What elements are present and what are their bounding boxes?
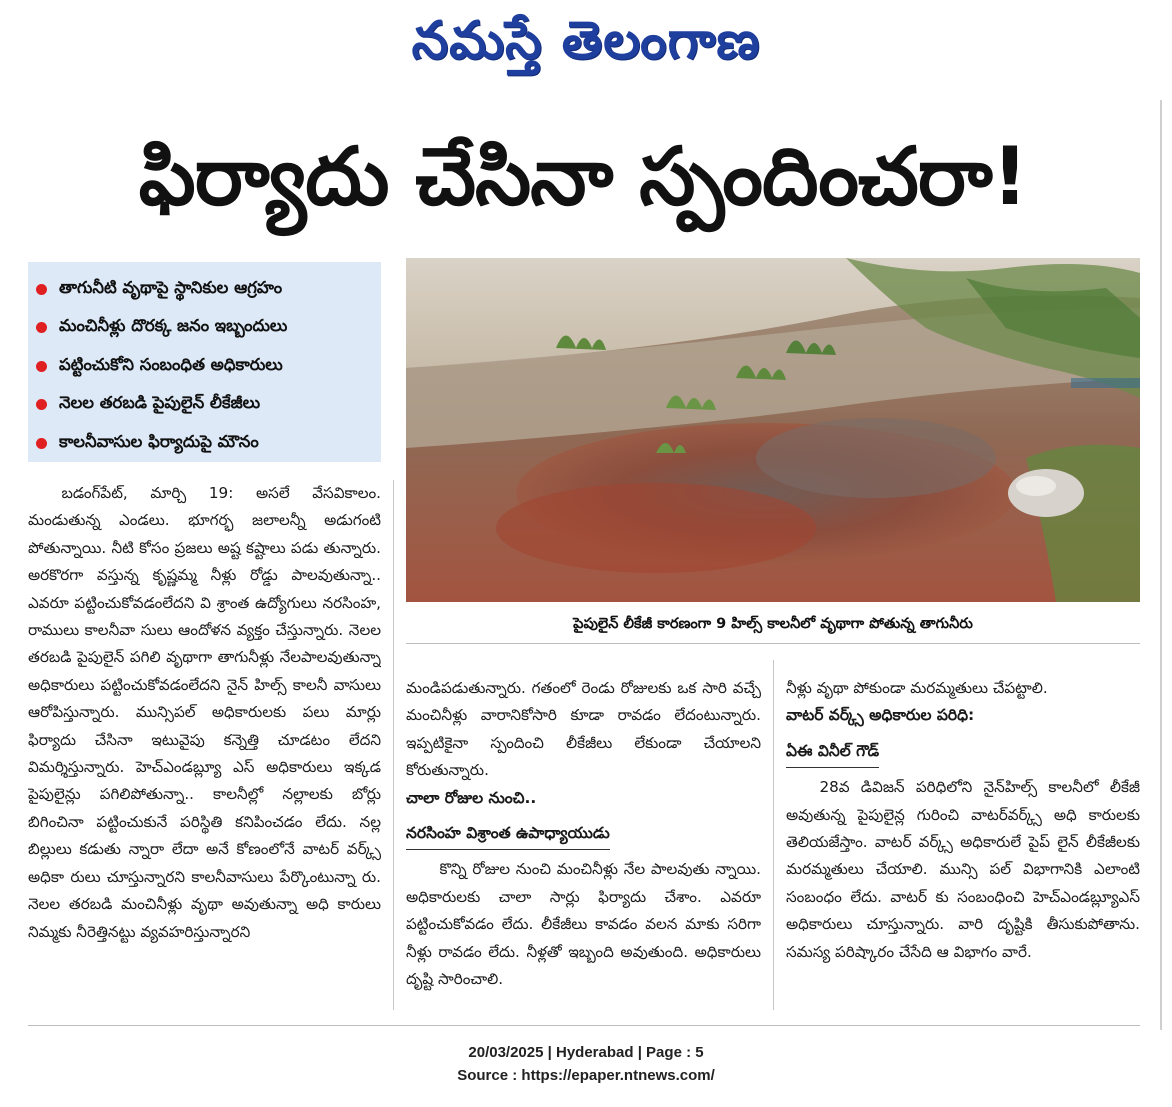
highlights-box: [28, 262, 381, 462]
bullet-dot-icon: [36, 361, 47, 372]
article-column-3: [786, 675, 1140, 1010]
bullet-dot-icon: [36, 399, 47, 410]
bullet-dot-icon: [36, 438, 47, 449]
source-link[interactable]: Source : https://epaper.ntnews.com/: [457, 1067, 715, 1084]
article-body-text: మండిపడుతున్నారు. గతంలో రెండు రోజులకు ఒక సారి వచ్చే మంచినీళ్లు వారానికోసారి కూడా రావడం లేదంటున్నారు. ఇప్పటికైనా స్పందించి లీకేజీలు లేకుండా చేయాలని కోరుతున్నారు.: [406, 679, 761, 780]
column-divider: [393, 480, 394, 1010]
highlight-item: [36, 270, 381, 309]
masthead: [0, 6, 1172, 78]
highlight-item: [36, 309, 381, 348]
page-edge-rule: [1160, 100, 1162, 1030]
section-subhead: వాటర్ వర్క్స్ అధికారుల పరిధి:: [786, 706, 975, 725]
highlight-text: తాగునీటి వృథాపై స్థానికుల ఆగ్రహం: [59, 277, 283, 297]
edition-info: 20/03/2025 | Hyderabad | Page : 5: [468, 1044, 704, 1061]
highlight-item: [36, 386, 381, 425]
highlight-text: పట్టించుకోని సంబంధిత అధికారులు: [59, 354, 283, 374]
quote-byline: ఏఈ వినీల్ గౌడ్: [786, 738, 879, 768]
caption-divider: [406, 643, 1140, 644]
highlight-text: మంచినీళ్లు దొరక్క జనం ఇబ్బందులు: [59, 316, 288, 336]
article-body-text: నీళ్లు వృథా పోకుండా మరమ్మతులు చేపట్టాలి.: [786, 679, 1048, 697]
headline: ఫిర్యాదు చేసినా స్పందించరా!: [138, 130, 1028, 223]
bullet-dot-icon: [36, 284, 47, 295]
leakage-photo-illustration: [406, 258, 1140, 602]
newspaper-logo: నమస్తే తెలంగాణ: [411, 11, 761, 71]
highlight-text: నెలల తరబడి పైపులైన్ లీకేజీలు: [59, 393, 261, 413]
quote-byline: నరసింహ విశ్రాంత ఉపాధ్యాయుడు: [406, 820, 610, 850]
quote-text: కొన్ని రోజుల నుంచి మంచినీళ్లు నేల పాలవుతు న్నాయి. అధికారులకు చాలా సార్లు ఫిర్యాదు చేశాం. ఎవరూ పట్టించుకోవడం లేదు. లీకేజీలు కావడం వలన మాకు సరిగా నీళ్లు రావడం లేదు. నీళ్లతో ఇబ్బంది అవుతుంది. అధికారులు దృష్టి సారించాలి.: [406, 860, 761, 989]
article-column-2: [406, 675, 761, 1010]
footer-divider: [28, 1025, 1140, 1026]
highlight-text: కాలనీవాసుల ఫిర్యాదుపై మౌనం: [59, 431, 259, 451]
highlight-item: [36, 347, 381, 386]
leakage-photo: [406, 258, 1140, 602]
photo-caption: పైపులైన్ లీకేజీ కారణంగా 9 హిల్స్ కాలనీలో వృథాగా పోతున్న తాగునీరు: [573, 616, 973, 632]
column-divider: [773, 660, 774, 1010]
bullet-dot-icon: [36, 322, 47, 333]
section-subhead: చాలా రోజుల నుంచి..: [406, 788, 537, 807]
article-column-1: [28, 480, 381, 1010]
article-body-text: బడంగ్‌పేట్, మార్చి 19: అసలే వేసవికాలం. మండుతున్న ఎండలు. భూగర్భ జలాలన్నీ అడుగంటి పోతున్నాయి. నీటి కోసం ప్రజలు అష్ట కష్టాలు పడు తున్నారు. అరకొరగా వస్తున్న కృష్ణమ్మ నీళ్లు రోడ్డు పాలవుతున్నా.. ఎవరూ పట్టించుకోవడంలేదని వి శ్రాంత ఉద్యోగులు నరసింహ, రాములు కాలనీవా సులు ఆందోళన వ్యక్తం చేస్తున్నారు. నెలల తరబడి పైపులైన్ పగిలి వృథాగా తాగునీళ్లు నేలపాలవుతున్నా అధికారులు పట్టించుకోవడంలేదని నైన్ హిల్స్ కాలనీ వాసులు ఆరోపిస్తున్నారు. మున్సిపల్ అధికారులకు పలు మార్లు ఫిర్యాదు చేసినా ఇటువైపు కన్నెత్తి చూడటం లేదని విమర్శిస్తున్నారు. హెచ్‌ఎండబ్ల్యూ ఎస్ అధికారులు ఇక్కడ పైపులైన్లు పగిలిపోతున్నా.. కాలనీల్లో నల్లాలకు బోర్లు బిగించినా పట్టించుకునే పరిస్థితి కనిపించడం లేదు. నల్ల బిల్లులు కడుతు న్నారా లేదా అనే కోణంలోనే వాటర్ వర్క్స్ అధికా రులు చూస్తున్నారని కాలనీవాసులు పేర్కొంటున్నా రు. నెలల తరబడి మంచినీళ్లు వృథా అవుతున్నా అధి కారులు నిమ్మకు నీరెత్తినట్టు వ్యవహరిస్తున్నారని: [28, 484, 381, 941]
highlight-item: [36, 424, 381, 463]
quote-text: 28వ డివిజన్ పరిధిలోని నైన్‌హిల్స్ కాలనీలో లీకేజీ అవుతున్న పైపులైన్ల గురించి వాటర్‌వర్క్స్ అధి కారులకు తెలియజేస్తాం. వాటర్ వర్క్స్ అధికారులే పైప్ లైన్ లీకేజీలకు మరమ్మతులు చేయాలి. మున్సి పల్ విభాగానికి ఎలాంటి సంబంధం లేదు. వాటర్ కు సంబంధించి హెచ్‌ఎండబ్ల్యూఎస్ అధికారులు చూస్తున్నారు. వారి దృష్టికి తీసుకుపోతాను. సమస్య పరిష్కారం చేసేది ఆ విభాగం వారే.: [786, 778, 1140, 961]
